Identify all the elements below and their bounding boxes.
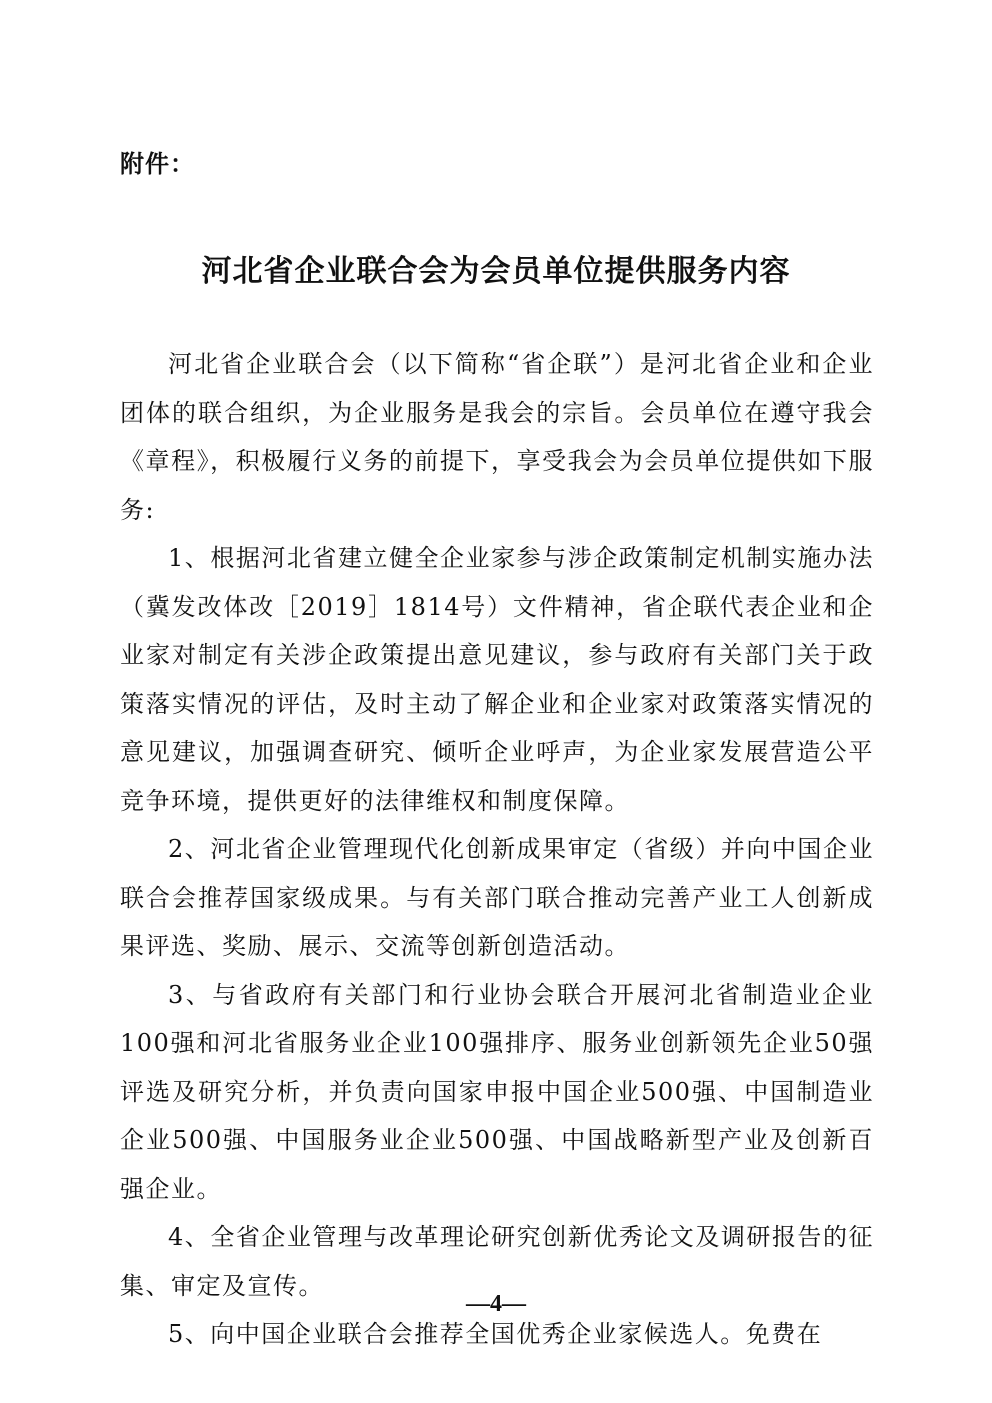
service-item-1: 1、根据河北省建立健全企业家参与涉企政策制定机制实施办法（冀发改体改［2019］1814号）文件精神，省企联代表企业和企业家对制定有关涉企政策提出意见建议，参与政府有关部门关于政策落实情况的评估，及时主动了解企业和企业家对政策落实情况的意见建议，加强调查研究、倾听企业呼声，为企业家发展营造公平竞争环境，提供更好的法律维权和制度保障。 (120, 544, 874, 815)
document-body (120, 340, 874, 1359)
service-item-3: 3、与省政府有关部门和行业协会联合开展河北省制造业企业100强和河北省服务业企业100强排序、服务业创新领先企业50强评选及研究分析，并负责向国家申报中国企业500强、中国制造业企业500强、中国服务业企业500强、中国战略新型产业及创新百强企业。 (120, 980, 874, 1203)
intro-paragraph: 河北省企业联合会（以下简称“省企联”）是河北省企业和企业团体的联合组织，为企业服务是我会的宗旨。会员单位在遵守我会《章程》，积极履行义务的前提下，享受我会为会员单位提供如下服务: (120, 350, 874, 524)
page-number: —4— (466, 1291, 526, 1317)
attachment-label: 附件： (120, 150, 195, 178)
document-title: 河北省企业联合会为会员单位提供服务内容 (201, 254, 791, 289)
service-item-2: 2、河北省企业管理现代化创新成果审定（省级）并向中国企业联合会推荐国家级成果。与有关部门联合推动完善产业工人创新成果评选、奖励、展示、交流等创新创造活动。 (120, 835, 874, 960)
service-item-5: 5、向中国企业联合会推荐全国优秀企业家候选人。免费在 (168, 1320, 823, 1348)
service-item-4: 4、全省企业管理与改革理论研究创新优秀论文及调研报告的征集、审定及宣传。 (120, 1223, 874, 1300)
